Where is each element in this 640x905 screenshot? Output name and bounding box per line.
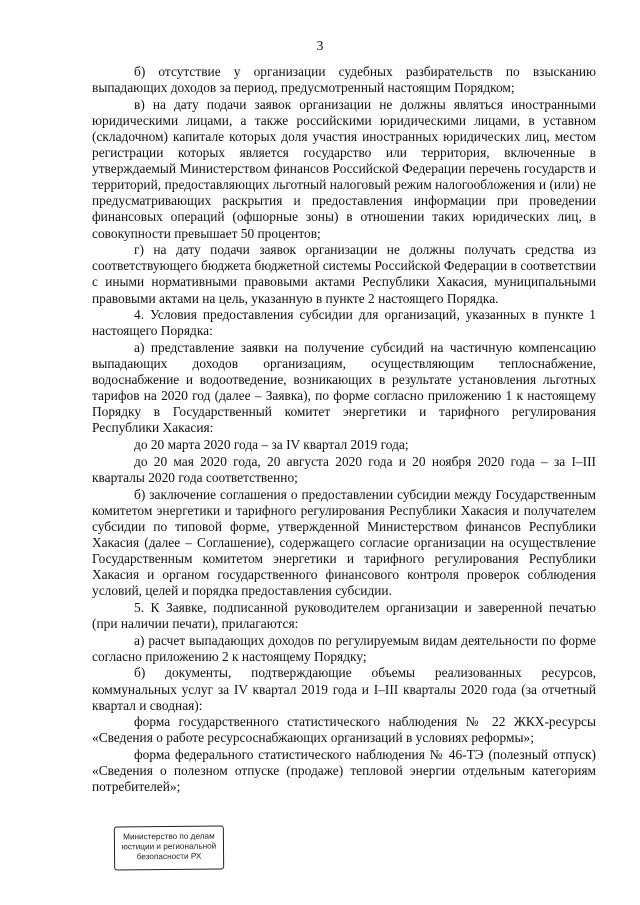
paragraph-3b: б) отсутствие у организации судебных разбирательств по взысканию выпадающих доходов за период, предусмотренный настоящим Порядком; (92, 64, 596, 96)
paragraph-4: 4. Условия предоставления субсидии для организаций, указанных в пункте 1 настоящего Порядка: (92, 307, 596, 339)
document-body (92, 64, 596, 796)
paragraph-5: 5. К Заявке, подписанной руководителем организации и заверенной печатью (при наличии печати), прилагаются: (92, 599, 596, 631)
stamp-line: безопасности РХ (136, 852, 202, 862)
paragraph-4a: а) представление заявки на получение субсидий на частичную компенсацию выпадающих доходов организациям, осуществляющим теплоснабжение, водоснабжение и водоотведение, возникающих в результате установления льготных тарифов на 2020 год (далее – Заявка), по форме согласно приложению 1 к настоящему Порядку в Государственный комитет энергетики и тарифного регулирования Республики Хакасия: (92, 339, 596, 436)
stamp-line: Министерство по делам (123, 831, 215, 842)
stamp-line: юстиции и региональной (121, 841, 217, 852)
paragraph-3g: г) на дату подачи заявок организации не должны получать средства из соответствующего бюджета бюджетной системы Российской Федерации в соответствии с иными нормативными правовыми актами Республики Хакасия, муниципальными правовыми актами на цель, указанную в пункте 2 настоящего Порядка. (92, 242, 596, 306)
page-number: 3 (316, 38, 324, 53)
deadline-q1-q3-2020: до 20 мая 2020 года, 20 августа 2020 года и 20 ноября 2020 года – за I–III кварталы 2020 года соответственно; (92, 453, 596, 485)
ministry-stamp (114, 826, 224, 871)
deadline-q4-2019: до 20 марта 2020 года – за IV квартал 2019 года; (134, 437, 409, 453)
paragraph-3v: в) на дату подачи заявок организации не должны являться иностранными юридическими лицами, а также российскими юридическими лицами, в уставном (складочном) капитале которых доля участия иностранных юридических лиц, местом регистрации которых является государство или территория, включенные в утверждаемый Министерством финансов Российской Федерации перечень государств и территорий, предоставляющих льготный налоговый режим налогообложения и (или) не предусматривающих раскрытия и предоставления информации при проведении финансовых операций (офшорные зоны) в отношении таких юридических лиц, в совокупности превышает 50 процентов; (92, 96, 596, 241)
form-46-te: форма федерального статистического наблюдения № 46-ТЭ (полезный отпуск) «Сведения о полезном отпуске (продаже) тепловой энергии отдельным категориям потребителей»; (92, 747, 596, 795)
paragraph-5b: б) документы, подтверждающие объемы реализованных ресурсов, коммунальных услуг за IV квартал 2019 года и I–III кварталы 2020 года (за отчетный квартал и сводная): (92, 665, 596, 713)
paragraph-5a: а) расчет выпадающих доходов по регулируемым видам деятельности по форме согласно приложению 2 к настоящему Порядку; (92, 632, 596, 664)
form-22-zhkh: форма государственного статистического наблюдения № 22 ЖКХ-ресурсы «Сведения о работе ресурсоснабжающих организаций в условиях реформы»; (92, 714, 596, 746)
paragraph-4b: б) заключение соглашения о предоставлении субсидии между Государственным комитетом энергетики и тарифного регулирования Республики Хакасия и получателем субсидии по типовой форме, утвержденной Министерством финансов Республики Хакасия (далее – Соглашение), содержащего согласие организации на осуществление Государственным комитетом энергетики и тарифного регулирования Республики Хакасия и органом государственного финансового контроля проверок соблюдения условий, целей и порядка предоставления субсидии. (92, 486, 596, 599)
